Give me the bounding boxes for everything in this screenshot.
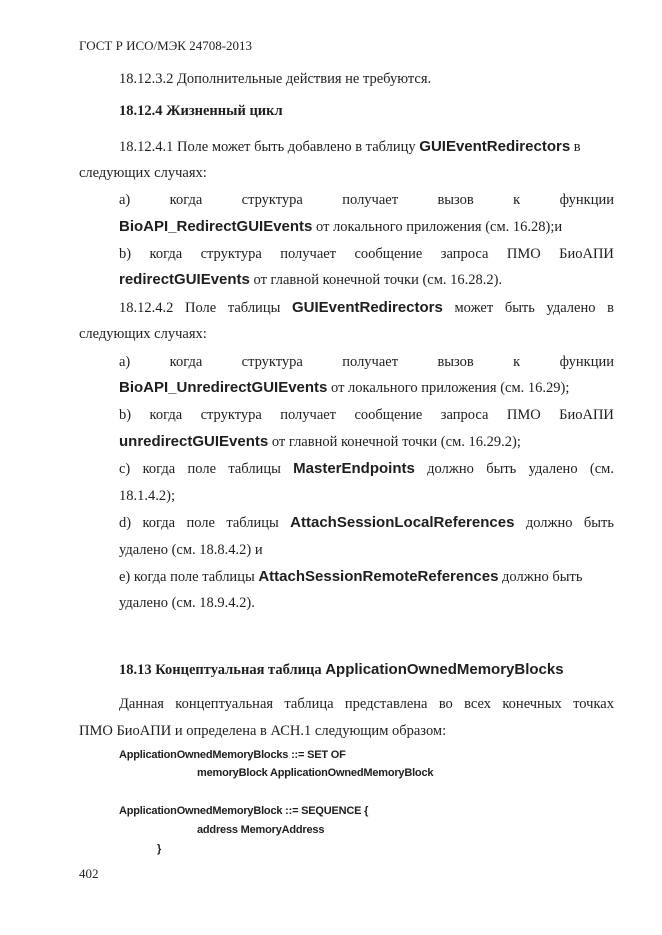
- word: конечных: [502, 696, 562, 712]
- para-18-12-4-2: [119, 299, 614, 317]
- term-unredirectguievents: unredirectGUIEvents: [119, 433, 269, 450]
- heading-text: 18.13 Концептуальная таблица: [119, 662, 326, 678]
- term-bioapi-unredirectguievents: BioAPI_UnredirectGUIEvents: [119, 379, 328, 396]
- word: когда: [169, 354, 203, 370]
- word: таблицы: [228, 461, 281, 477]
- para-text: в: [570, 139, 581, 155]
- word: к: [513, 354, 521, 370]
- word: с): [119, 461, 131, 477]
- word: БиоАПИ: [559, 246, 614, 262]
- word: а): [119, 192, 131, 208]
- word: во: [438, 696, 453, 712]
- item-text: должно быть: [498, 569, 583, 585]
- para-18-13-line2: ПМО БиоАПИ и определена в АСН.1 следующим образом:: [79, 723, 447, 739]
- word: удалено: [546, 300, 596, 316]
- para-18-12-4-2-cont: следующих случаях:: [79, 326, 207, 342]
- para-18-12-3-2: 18.12.3.2 Дополнительные действия не требуются.: [119, 71, 432, 87]
- del-item-d-line2: удалено (см. 18.8.4.2) и: [119, 542, 263, 558]
- word: ПМО: [506, 246, 541, 262]
- word: функции: [559, 354, 614, 370]
- word: d): [119, 515, 132, 531]
- word: быть: [583, 515, 614, 531]
- code-line-2: memoryBlock ApplicationOwnedMemoryBlock: [197, 767, 434, 779]
- word: всех: [464, 696, 492, 712]
- word: а): [119, 354, 131, 370]
- term-attachsessionremotereferences: AttachSessionRemoteReferences: [258, 568, 499, 585]
- del-item-b-line1: [119, 406, 614, 424]
- add-item-b-line1: [119, 245, 614, 263]
- para-18-13-line1: [119, 695, 614, 713]
- word: быть: [486, 461, 517, 477]
- item-text: от главной конечной точки (см. 16.28.2).: [249, 272, 503, 288]
- term-guieventredirectors: GUIEventRedirectors: [291, 299, 443, 316]
- running-header: ГОСТ Р ИСО/МЭК 24708-2013: [79, 38, 253, 53]
- code-line-3: ApplicationOwnedMemoryBlock ::= SEQUENCE {: [119, 805, 369, 817]
- item-text: е) когда поле таблицы: [119, 569, 259, 585]
- item-text: от главной конечной точки (см. 16.29.2);: [268, 434, 521, 450]
- term-masterendpoints: MasterEndpoints: [293, 460, 415, 477]
- del-item-e-line2: удалено (см. 18.9.4.2).: [119, 595, 255, 611]
- term-redirectguievents: redirectGUIEvents: [119, 271, 250, 288]
- word: сообщение: [354, 407, 423, 423]
- word: концептуальная: [175, 696, 274, 712]
- word: может: [454, 300, 494, 316]
- heading-18-12-4: 18.12.4 Жизненный цикл: [119, 103, 283, 119]
- word: получает: [280, 407, 337, 423]
- para-18-12-4-1: [119, 138, 581, 156]
- word: в: [607, 300, 614, 316]
- word: представлена: [344, 696, 428, 712]
- del-item-a-line1: [119, 353, 614, 371]
- word: b): [119, 407, 132, 423]
- word: структура: [241, 192, 303, 208]
- word: БиоАПИ: [559, 407, 614, 423]
- word: быть: [504, 300, 535, 316]
- word: когда: [142, 515, 176, 531]
- term-applicationownedmemoryblocks: ApplicationOwnedMemoryBlocks: [325, 661, 564, 678]
- word: функции: [559, 192, 614, 208]
- item-text: от локального приложения (см. 16.29);: [327, 380, 570, 396]
- word: таблицы: [227, 300, 281, 316]
- code-line-5: }: [157, 843, 162, 855]
- term-bioapi-redirectguievents: BioAPI_RedirectGUIEvents: [119, 218, 313, 235]
- del-item-a-line2: [119, 379, 569, 397]
- del-item-b-line2: [119, 433, 521, 451]
- term-attachsessionlocalreferences: AttachSessionLocalReferences: [290, 514, 515, 531]
- word: получает: [342, 354, 399, 370]
- para-18-12-4-1-cont: следующих случаях:: [79, 165, 207, 181]
- word: поле: [187, 461, 217, 477]
- word: точках: [573, 696, 614, 712]
- word: Данная: [119, 696, 164, 712]
- word: структура: [200, 407, 262, 423]
- heading-18-13: [119, 661, 564, 679]
- word: когда: [149, 407, 183, 423]
- word: ПМО: [506, 407, 541, 423]
- add-item-a-line2: [119, 218, 562, 236]
- code-line-4: address MemoryAddress: [197, 824, 325, 836]
- word: поле: [186, 515, 215, 531]
- word: удалено: [528, 461, 578, 477]
- term-guieventredirectors: GUIEventRedirectors: [419, 138, 571, 155]
- para-number: 18.12.4.2: [119, 300, 174, 316]
- word: должно: [525, 515, 573, 531]
- word: получает: [342, 192, 399, 208]
- del-item-d-line1: [119, 514, 614, 532]
- word: структура: [200, 246, 262, 262]
- word: сообщение: [354, 246, 423, 262]
- add-item-a-line1: [119, 191, 614, 209]
- word: таблица: [284, 696, 334, 712]
- word: (см.: [589, 461, 614, 477]
- para-text: 18.12.4.1 Поле может быть добавлено в таблицу: [119, 139, 420, 155]
- word: когда: [169, 192, 203, 208]
- word: b): [119, 246, 132, 262]
- word: когда: [149, 246, 183, 262]
- word: получает: [280, 246, 337, 262]
- add-item-b-line2: [119, 271, 502, 289]
- word: должно: [427, 461, 474, 477]
- word: к: [513, 192, 521, 208]
- word: вызов: [437, 354, 474, 370]
- word: вызов: [437, 192, 474, 208]
- code-line-1: ApplicationOwnedMemoryBlocks ::= SET OF: [119, 749, 346, 761]
- del-item-c-line2: 18.1.4.2);: [119, 488, 175, 504]
- word: Поле: [185, 300, 217, 316]
- word: запроса: [440, 246, 489, 262]
- word: когда: [142, 461, 176, 477]
- word: структура: [241, 354, 303, 370]
- del-item-c-line1: [119, 460, 614, 478]
- del-item-e-line1: [119, 568, 582, 586]
- word: таблицы: [226, 515, 279, 531]
- page-number: 402: [79, 866, 99, 881]
- item-text: от локального приложения (см. 16.28);и: [312, 219, 563, 235]
- word: запроса: [440, 407, 489, 423]
